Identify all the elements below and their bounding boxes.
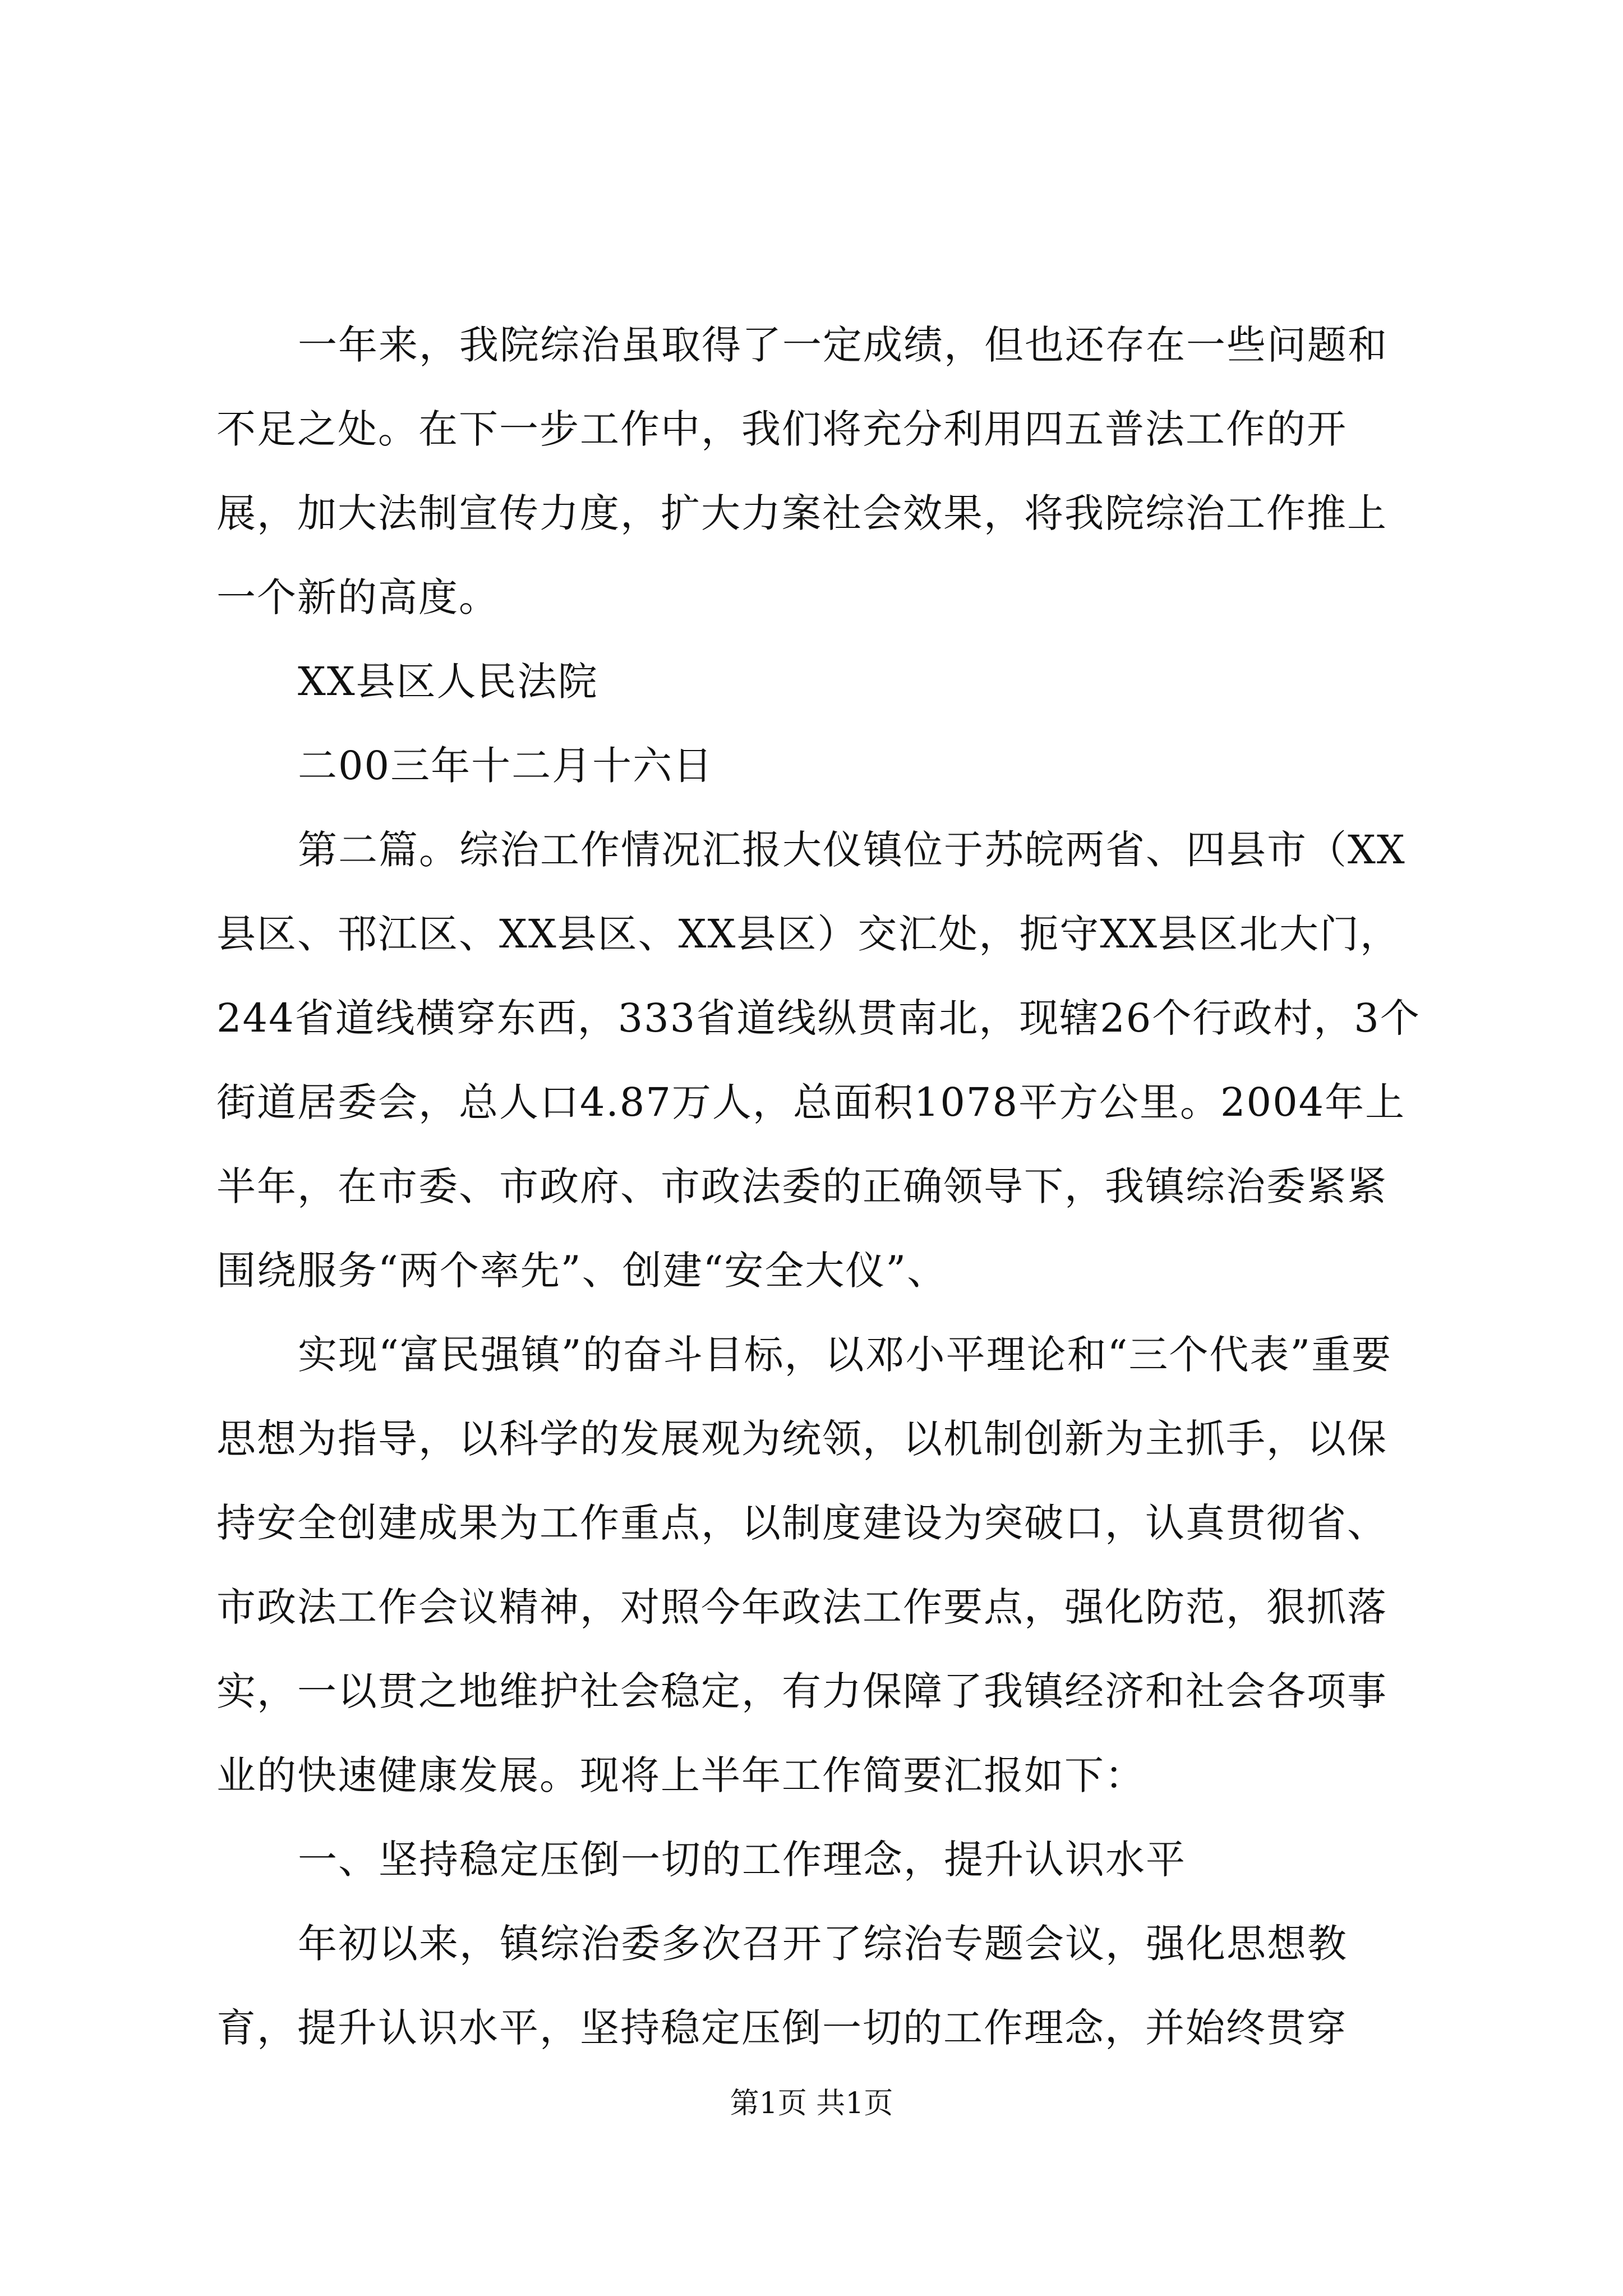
paragraph-section-1-body: 年初以来，镇综治委多次召开了综治专题会议，强化思想教育，提升认识水平，坚持稳定压倒一切的工作理念，并始终贯穿: [216, 1921, 1348, 2051]
document-body: [216, 303, 1422, 2070]
page-footer: 第1页 共1页: [730, 2087, 893, 2120]
court-name: XX县区人民法院: [298, 659, 598, 705]
section-heading-1: 一、坚持稳定压倒一切的工作理念，提升认识水平: [298, 1837, 1186, 1883]
paragraph-summary: 一年来，我院综治虽取得了一定成绩，但也还存在一些问题和不足之处。在下一步工作中，我们将充分利用四五普法工作的开展，加大法制宣传力度，扩大力案社会效果，将我院综治工作推上一个新的高度。: [216, 322, 1388, 620]
paragraph-second-chapter-intro: 第二篇。综治工作情况汇报大仪镇位于苏皖两省、四县市（XX县区、邗江区、XX县区、XX县区）交汇处，扼守XX县区北大门，244省道线横穿东西，333省道线纵贯南北，现辖26个行政村，3个街道居委会，总人口4.87万人，总面积1078平方公里。2004年上半年，在市委、市政府、市政法委的正确领导下，我镇综治委紧紧围绕服务“两个率先”、创建“安全大仪”、: [216, 827, 1421, 1294]
document-date: 二00三年十二月十六日: [298, 743, 714, 789]
paragraph-goals: 实现“富民强镇”的奋斗目标，以邓小平理论和“三个代表”重要思想为指导，以科学的发展观为统领，以机制创新为主抓手，以保持安全创建成果为工作重点，以制度建设为突破口，认真贯彻省、市政法工作会议精神，对照今年政法工作要点，强化防范，狠抓落实，一以贯之地维护社会稳定，有力保障了我镇经济和社会各项事业的快速健康发展。现将上半年工作简要汇报如下：: [216, 1332, 1393, 1798]
